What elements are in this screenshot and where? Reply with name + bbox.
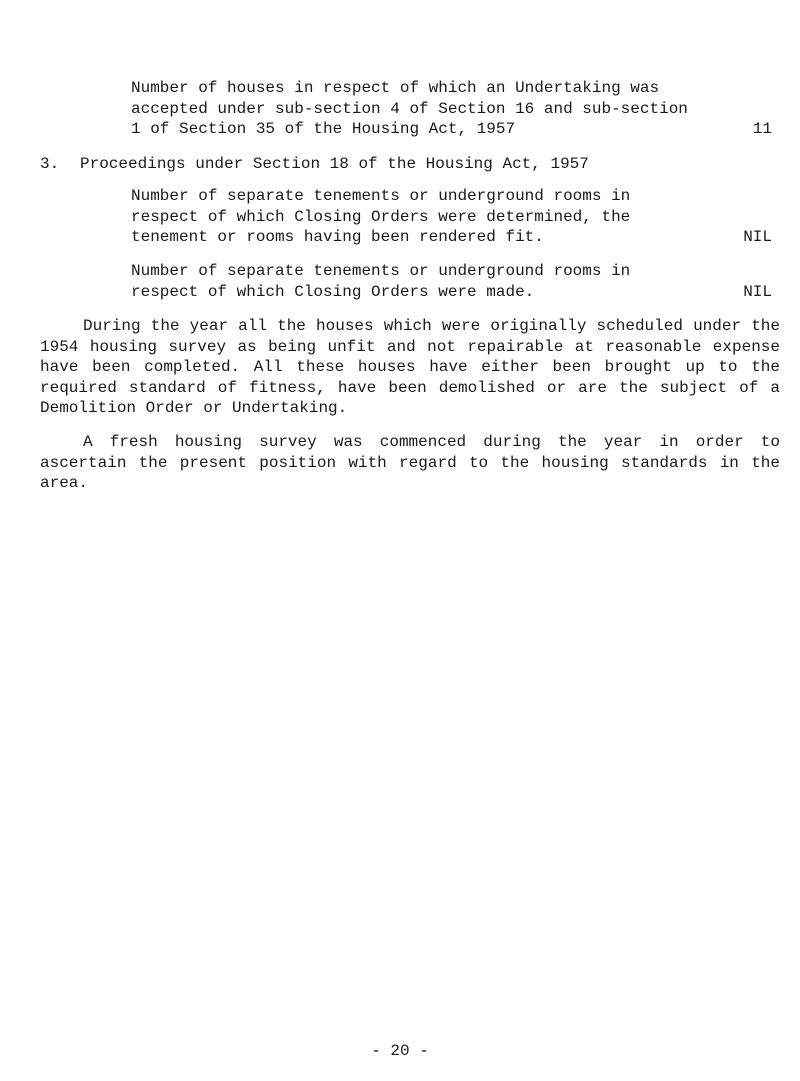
paragraph-survey-completion: During the year all the houses which were originally scheduled under the 1954 housing survey as being unfit and not repairable at reasonable expense have been completed. All these houses have either been brought up to the required standard of fitness, have been demolished or are the subject of a Demolition Order or Undertaking.	[40, 317, 780, 417]
closing-determined-item-value: NIL	[743, 228, 772, 246]
undertaking-item-text: Number of houses in respect of which an Undertaking was accepted under sub-section 4 of Section 16 and sub-section 1 of Section 35 of the Housing Act, 1957	[131, 79, 688, 138]
undertaking-item-value: 11	[752, 120, 772, 138]
section-3-number: 3.	[40, 155, 60, 173]
paragraph-fresh-survey: A fresh housing survey was commenced during the year in order to ascertain the present position with regard to the housing standards in the area.	[40, 433, 780, 492]
closing-made-item-text: Number of separate tenements or underground rooms in respect of which Closing Orders were made.	[131, 262, 631, 301]
section-3-title: Proceedings under Section 18 of the Housing Act, 1957	[80, 155, 589, 173]
closing-made-item-value: NIL	[743, 283, 772, 301]
closing-determined-item-text: Number of separate tenements or underground rooms in respect of which Closing Orders were determined, the tenement or rooms having been rendered fit.	[131, 187, 631, 246]
page-number: - 20 -	[371, 1042, 429, 1060]
